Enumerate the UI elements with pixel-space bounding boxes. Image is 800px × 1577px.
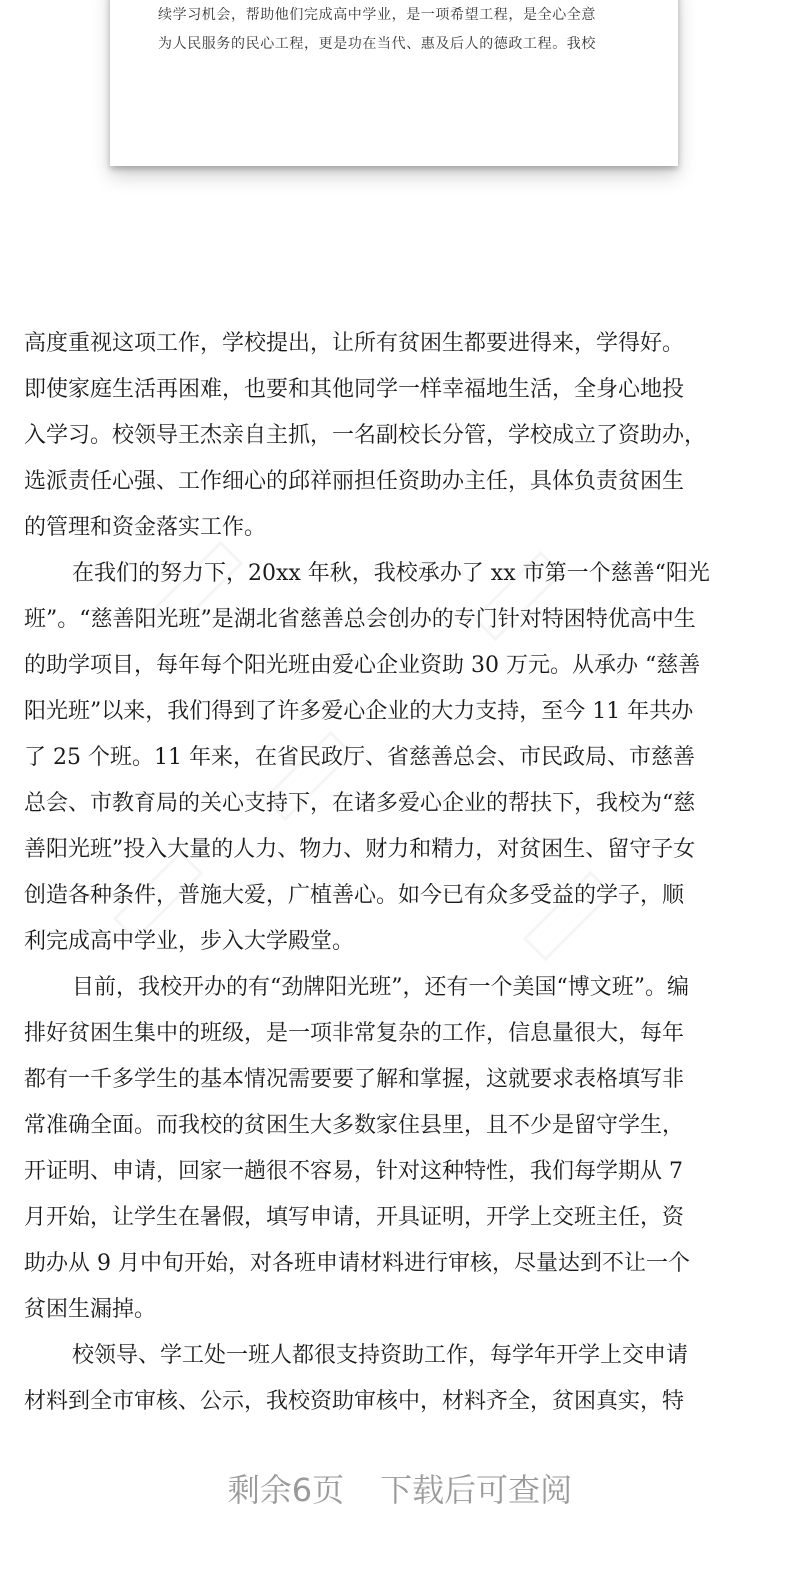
body-line: 目前，我校开办的有“劲牌阳光班”，还有一个美国“博文班”。编 — [72, 975, 689, 1000]
body-line: 高度重视这项工作，学校提出，让所有贫困生都要进得来，学得好。 — [24, 331, 685, 356]
download-to-view-label: 下载后可查阅 — [380, 1471, 573, 1509]
body-line: 材料到全市审核、公示，我校资助审核中，材料齐全，贫困真实，特 — [24, 1389, 685, 1414]
preview-line-2: 为人民服务的民心工程，更是功在当代、惠及后人的德政工程。我校 — [158, 36, 596, 52]
download-prompt[interactable] — [0, 1468, 800, 1512]
body-line: 在我们的努力下，20xx 年秋，我校承办了 xx 市第一个慈善“阳光 — [72, 561, 710, 586]
body-line: 开证明、申请，回家一趟很不容易，针对这种特性，我们每学期从 7 — [24, 1159, 683, 1184]
body-line: 的管理和资金落实工作。 — [24, 515, 267, 540]
body-line: 常准确全面。而我校的贫困生大多数家住县里，且不少是留守学生， — [24, 1113, 685, 1138]
body-line: 利完成高中学业，步入大学殿堂。 — [24, 929, 355, 954]
body-line: 的助学项目，每年每个阳光班由爱心企业资助 30 万元。从承办 “慈善 — [24, 653, 701, 678]
body-line: 入学习。校领导王杰亲自主抓，一名副校长分管，学校成立了资助办， — [24, 423, 707, 448]
body-line: 创造各种条件，普施大爱，广植善心。如今已有众多受益的学子，顺 — [24, 883, 685, 908]
body-line: 即使家庭生活再困难，也要和其他同学一样幸福地生活，全身心地投 — [24, 377, 685, 402]
body-line: 班”。“慈善阳光班”是湖北省慈善总会创办的专门针对特困特优高中生 — [24, 607, 696, 632]
body-line: 都有一千多学生的基本情况需要要了解和掌握，这就要求表格填写非 — [24, 1067, 685, 1092]
body-line: 贫困生漏掉。 — [24, 1297, 157, 1322]
previous-page-card — [110, 0, 678, 166]
body-line: 排好贫困生集中的班级，是一项非常复杂的工作，信息量很大，每年 — [24, 1021, 685, 1046]
body-line: 总会、市教育局的关心支持下，在诸多爱心企业的帮扶下，我校为“慈 — [24, 791, 696, 816]
body-line: 助办从 9 月中旬开始，对各班申请材料进行审核，尽量达到不让一个 — [24, 1251, 690, 1276]
body-line: 了 25 个班。11 年来，在省民政厅、省慈善总会、市民政局、市慈善 — [24, 745, 695, 770]
preview-line-1: 续学习机会，帮助他们完成高中学业，是一项希望工程，是全心全意 — [158, 7, 596, 23]
body-line: 选派责任心强、工作细心的邱祥丽担任资助办主任，具体负责贫困生 — [24, 469, 685, 494]
body-line: 阳光班”以来，我们得到了许多爱心企业的大力支持，至今 11 年共办 — [24, 699, 694, 724]
remaining-pages-label: 剩余6页 — [227, 1471, 345, 1509]
body-line: 校领导、学工处一班人都很支持资助工作，每学年开学上交申请 — [72, 1343, 689, 1368]
body-line: 善阳光班”投入大量的人力、物力、财力和精力，对贫困生、留守子女 — [24, 837, 696, 862]
body-line: 月开始，让学生在暑假，填写申请，开具证明，开学上交班主任，资 — [24, 1205, 685, 1230]
